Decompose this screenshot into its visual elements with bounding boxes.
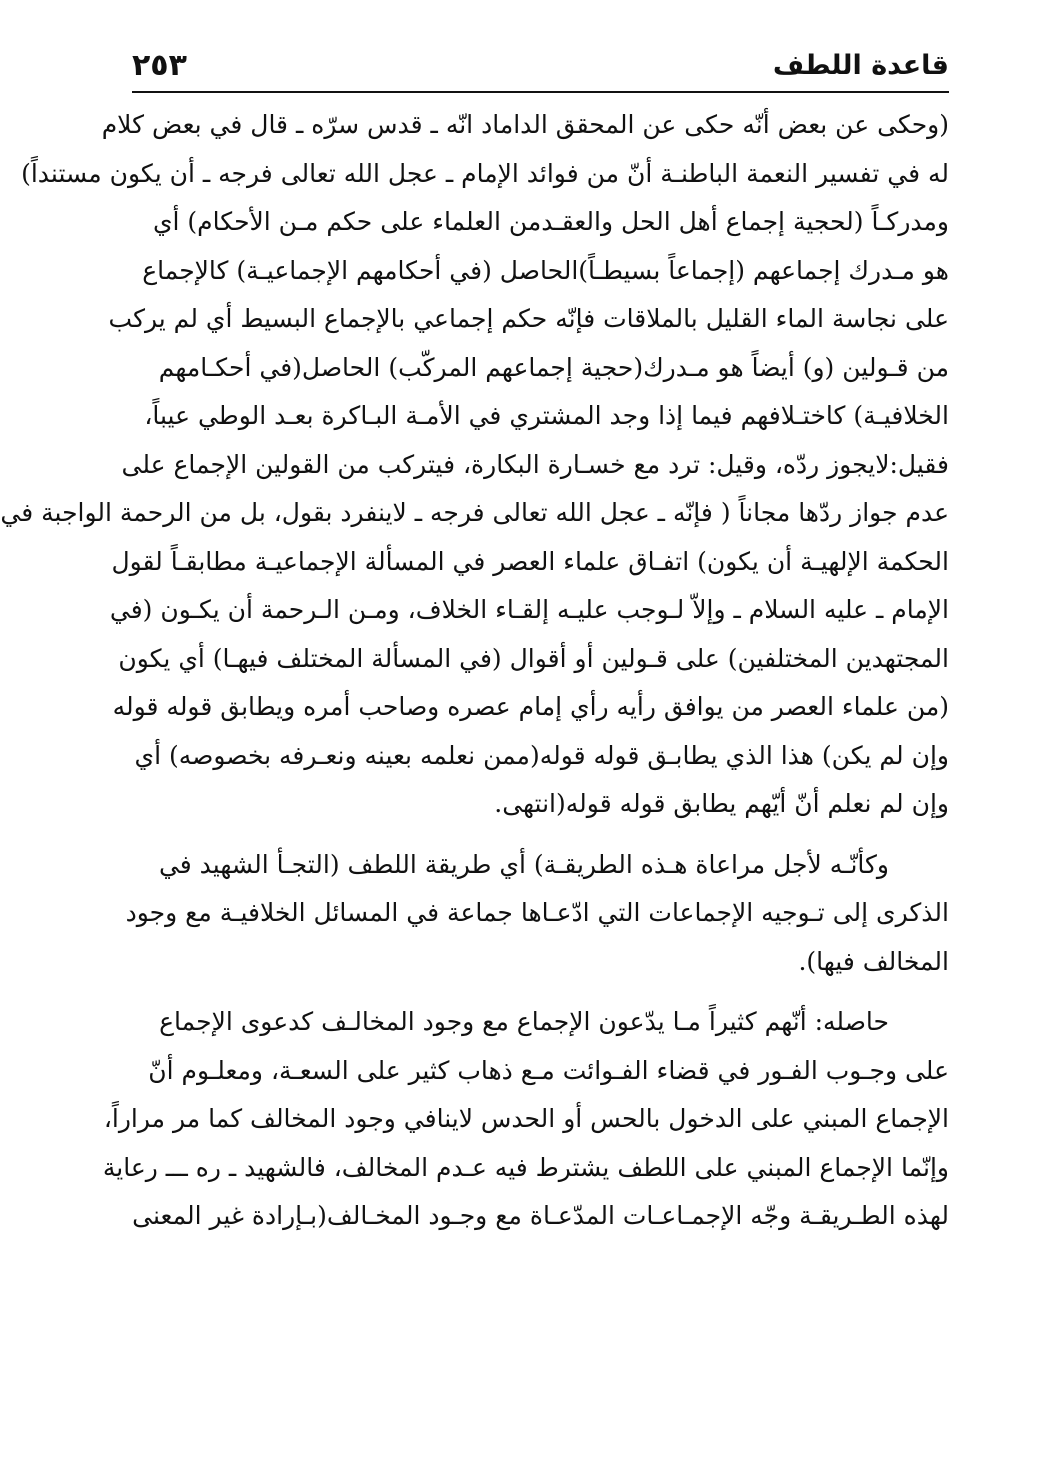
page-header [132,40,949,90]
text-line: له في تفسير النعمة الباطنـة أنّ من فوائد الإمام ـ عجل الله تعالى فرجه ـ أن يكون مستنداً) [21,158,949,188]
text-line: الإجماع المبني على الدخول بالحس أو الحدس لاينافي وجود المخالف كما مر مراراً، [103,1104,949,1133]
text-line: من قـولين (و) أيضاً هو مـدرك(حجية إجماعهم المركّب) الحاصل(في أحكـامهم [158,352,949,382]
text-line: لهذه الطـريقـة وجّه الإجمـاعـات المدّعـاة مع وجـود المخـالف(بـإرادة غير المعنى [132,1201,949,1230]
text-line: على وجـوب الفـور في قضاء الفـوائت مـع ذهاب كثير على السعـة، ومعلـوم أنّ [148,1055,949,1085]
body-text [0,101,949,1241]
paragraph-commentary [125,841,949,987]
text-line: المخالف فيها). [798,946,949,976]
text-line: (وحكى عن بعض أنّه حكى عن المحقق الداماد انّه ـ قدس سرّه ـ قال في بعض كلام [101,110,949,139]
header-rule [132,91,949,93]
running-title: قاعدة اللطف [772,49,949,81]
text-line: المجتهدين المختلفين) على قـولين أو أقوال (في المسألة المختلف فيهـا) أي يكون [118,643,949,673]
text-line: (من علماء العصر من يوافق رأيه رأي إمام عصره وصاحب أمره ويطابق قوله قوله [112,692,949,721]
text-line: وإنّما الإجماع المبني على اللطف يشترط فيه عـدم المخالف، فالشهيد ـ ره ـــ رعاية [102,1152,949,1182]
text-line: الخلافيـة) كاختـلافهم فيما إذا وجد المشتري في الأمـة البـاكرة بعـد الوطي عيباً، [144,401,949,430]
text-line: وإن لم نعلم أنّ أيّهم يطابق قوله قوله(انتهى. [494,789,949,818]
text-line: ومدركـاً (لحجية إجماع أهل الحل والعقـدمن العلماء على حكم مـن الأحكام) أي [152,207,949,236]
text-line: على نجاسة الماء القليل بالملاقات فإنّه حكم إجماعي بالإجماع البسيط أي لم يركب [108,304,949,333]
text-line: الإمام ـ عليه السلام ـ وإلاّ لـوجب عليـه إلقـاء الخلاف، ومـن الـرحمة أن يكـون (في [109,595,949,624]
paragraph-quote [0,101,949,829]
text-line: وإن لم يكن) هذا الذي يطابـق قوله قوله(ممن نعلمه بعينه ونعـرفه بخصوصه) أي [134,740,949,770]
text-line: حاصله: أنّهم كثيراً مـا يدّعون الإجماع مع وجود المخالـف كدعوى الإجماع [159,1007,889,1036]
text-line: الحكمة الإلهيـة أن يكون) اتفـاق علماء العصر في المسألة الإجماعيـة مطابقـاً لقول [111,546,949,576]
text-line: وكأنّـه لأجل مراعاة هـذه الطريقـة) أي طريقة اللطف (التجـأ الشهيد في [158,849,889,879]
page-number: ٢٥٣ [132,47,187,83]
text-line: الذكرى إلى تـوجيه الإجماعات التي ادّعـاها جماعة في المسائل الخلافيـة مع وجود [125,898,949,927]
paragraph-gap [132,829,949,841]
paragraph-gap [132,986,949,998]
paragraph-summary [102,998,949,1241]
text-line: هو مـدرك إجماعهم (إجماعاً بسيطـاً)الحاصل (في أحكامهم الإجماعيـة) كالإجماع [142,255,949,285]
text-line: عدم جواز ردّها مجاناً ( فإنّه ـ عجل الله تعالى فرجه ـ لاينفرد بقول، بل من الرحمة الواجبة في [0,498,949,527]
text-line: فقيل:لايجوز ردّه، وقيل: ترد مع خسـارة البكارة، فيتركب من القولين الإجماع على [121,449,949,479]
